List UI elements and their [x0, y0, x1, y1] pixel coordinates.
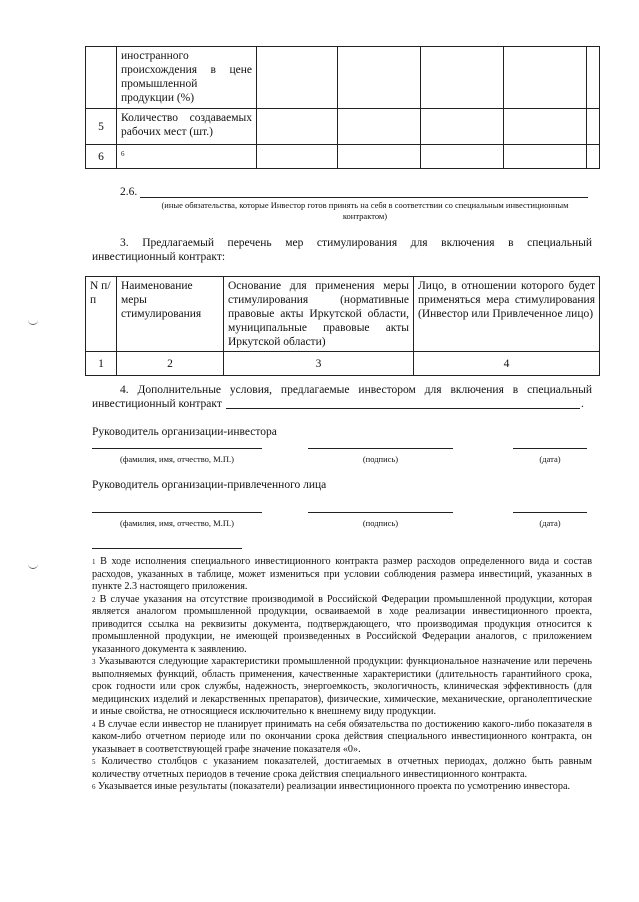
- table-cell: [421, 47, 504, 109]
- footnotes: [92, 556, 592, 794]
- section-4-content: 4. Дополнительные условия, предлагаемые инвестором для включения в специальный инвестиционный контракт: [92, 384, 592, 410]
- section-4-end: .: [581, 398, 584, 410]
- indicators-table: [85, 46, 600, 169]
- table-header-row: [86, 277, 600, 352]
- col-header-num: N п/п: [86, 277, 117, 352]
- margin-mark: [28, 318, 38, 325]
- section-2-6-note: (иные обязательства, которые Инвестор готов принять на себя в соответствии со специальным инвестиционным контрактом): [161, 200, 569, 221]
- col-header-name: Наименование меры стимулирования: [117, 277, 224, 352]
- footnote: [92, 556, 592, 594]
- footnote-number: 6: [92, 783, 96, 791]
- signature-fio-caption: (фамилия, имя, отчество, М.П.): [120, 454, 234, 464]
- signature-line-date: [513, 512, 587, 513]
- row-number: 5: [86, 109, 117, 145]
- signature-line-date: [513, 448, 587, 449]
- col-number-2: 2: [117, 352, 224, 376]
- row-number: 6: [86, 145, 117, 169]
- table-row: [86, 109, 600, 145]
- footnote: [92, 781, 592, 794]
- footnote: [92, 594, 592, 657]
- footnote-text: В ходе исполнения специального инвестиционного контракта размер расходов определенного вида и состав расходов, указанных в таблице, может измениться при условии соблюдения размера инвестиций, указанных в пункте 2.3 настоящего приложения.: [92, 556, 592, 592]
- table-cell: [257, 47, 338, 109]
- table-cell: [338, 47, 421, 109]
- col-number-4: 4: [414, 352, 600, 376]
- signature-line-sign: [308, 512, 453, 513]
- footnote-text: В случае если инвестор не планирует принимать на себя обязательства по достижению какого-либо показателя в каком-либо отчетном периоде или по окончании срока действия специального инвестиционного контракта, он указывает в соответствующей графе значение показателя «0».: [92, 718, 593, 755]
- table-cell: [421, 145, 504, 169]
- col-header-basis: Основание для применения меры стимулирования (нормативные правовые акты Иркутской области, муниципальные правовые акты Иркутской области): [224, 277, 414, 352]
- indicator-name: Количество создаваемых рабочих мест (шт.): [117, 109, 257, 145]
- signature-title-investor: Руководитель организации-инвестора: [92, 426, 277, 438]
- section-2-6-label: 2.6.: [120, 186, 138, 198]
- footnote-text: Указывается иные результаты (показатели) реализации инвестиционного проекта по усмотрению инвестора.: [98, 781, 571, 792]
- signature-sign-caption: (подпись): [362, 518, 399, 528]
- signature-line-sign: [308, 448, 453, 449]
- footnote-separator: [92, 548, 242, 549]
- table-cell: [338, 109, 421, 145]
- col-header-person: Лицо, в отношении которого будет применяться мера стимулирования (Инвестор или Привлеченное лицо): [414, 277, 600, 352]
- row-number: [86, 47, 117, 109]
- table-cell: [587, 47, 600, 109]
- footnote: [92, 756, 592, 781]
- footnote-number: 5: [92, 758, 96, 766]
- footnote-number: 4: [92, 720, 96, 729]
- measures-table: [85, 276, 600, 376]
- section-2-6-line: [140, 197, 588, 198]
- table-row: [86, 145, 600, 169]
- footnote: [92, 656, 592, 719]
- table-cell: [504, 109, 587, 145]
- table-cell: [587, 109, 600, 145]
- section-4-text: [92, 383, 592, 411]
- col-number-3: 3: [224, 352, 414, 376]
- indicator-name: иностранного происхождения в цене промышленной продукции (%): [117, 47, 257, 109]
- table-cell: [257, 109, 338, 145]
- footnote-ref: 6: [121, 150, 125, 158]
- section-3-content: 3. Предлагаемый перечень мер стимулирования для включения в специальный инвестиционный контракт:: [92, 237, 592, 263]
- table-cell: [587, 145, 600, 169]
- table-cell: [504, 47, 587, 109]
- signature-date-caption: (дата): [539, 454, 561, 464]
- table-cell: [421, 109, 504, 145]
- table-cell: [257, 145, 338, 169]
- margin-mark: [28, 562, 38, 569]
- signature-title-attracted: Руководитель организации-привлеченного лица: [92, 479, 327, 491]
- footnote-text: В случае указания на отсутствие производимой в Российской Федерации промышленной продукции, которая является аналогом промышленной продукции, осваиваемой в ходе реализации инвестиционного проекта, приводится ссылка на реквизиты документа, подтверждающего, что производимая продукция относится к промышленной продукции, не имеющей произведенных в Российской Федерации аналогов, с приложением указанного документа к заявлению.: [92, 593, 592, 655]
- footnote-text: Количество столбцов с указанием показателей, достигаемых в отчетных периодах, должно быть равным количеству отчетных периодов в течение срока действия специального инвестиционного контракта.: [92, 756, 592, 780]
- section-3-text: [92, 236, 592, 264]
- footnote: [92, 719, 592, 757]
- table-row: [86, 47, 600, 109]
- signature-sign-caption: (подпись): [362, 454, 399, 464]
- footnote-number: 1: [92, 558, 96, 566]
- col-number-1: 1: [86, 352, 117, 376]
- table-cell: [504, 145, 587, 169]
- table-row: [86, 352, 600, 376]
- footnote-number: 3: [92, 658, 96, 666]
- signature-line-fio: [92, 448, 262, 449]
- footnote-number: 2: [92, 595, 96, 604]
- section-4-line: [226, 408, 580, 409]
- signature-fio-caption: (фамилия, имя, отчество, М.П.): [120, 518, 234, 528]
- footnote-text: Указываются следующие характеристики промышленной продукции: функциональное назначение или перечень выполняемых функций, область применения, качественные характеристики (длительность гарантийного срока, срок годности или срок службы, надежность, энергоемкость, экологичность, клиническая эффективность (для медицинских изделий и лекарственных препаратов), физические, химические, механические, органолептические и иные свойства, не относящиеся исключительно к внешнему виду продукции.: [92, 656, 592, 717]
- table-cell: [338, 145, 421, 169]
- indicator-name: [117, 145, 257, 169]
- signature-date-caption: (дата): [539, 518, 561, 528]
- signature-line-fio: [92, 512, 262, 513]
